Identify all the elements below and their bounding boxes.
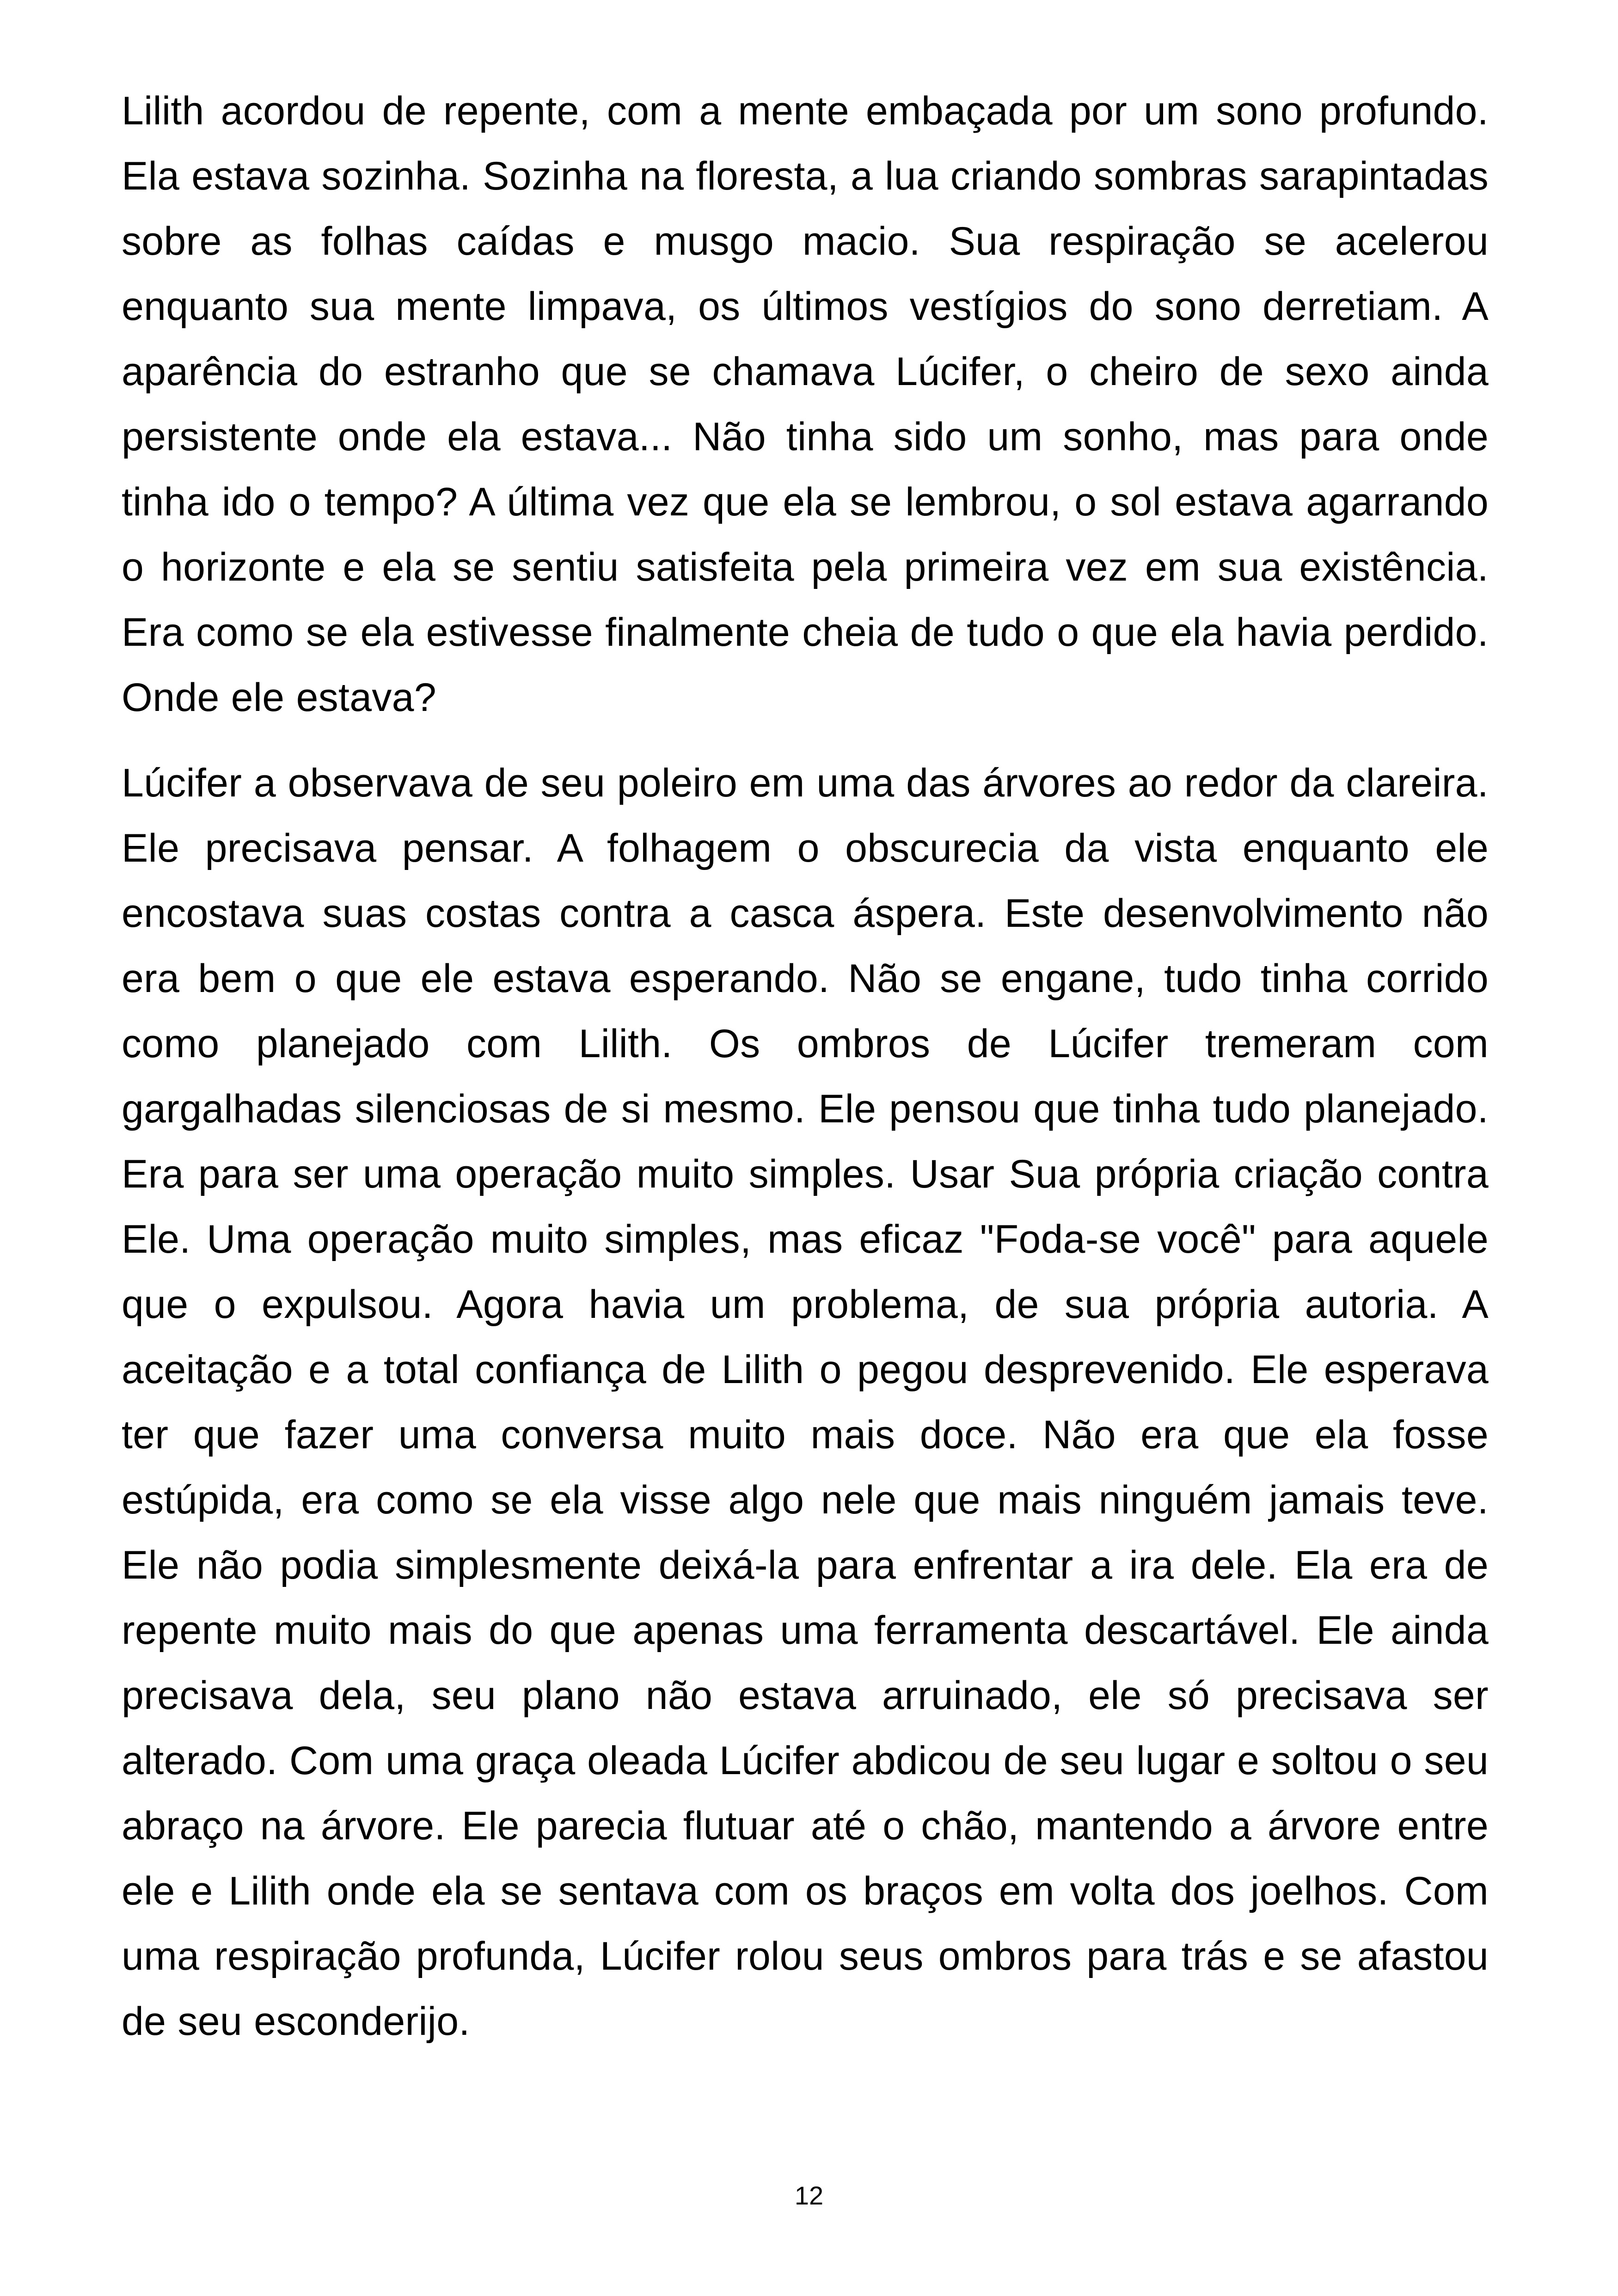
body-paragraph-2: Lúcifer a observava de seu poleiro em uma das árvores ao redor da clareira. Ele precisava pensar. A folhagem o obscurecia da vista enquanto ele encostava suas costas contra a casca áspera. Este desenvolvimento não era bem o que ele estava esperando. Não se engane, tudo tinha corrido como planejado com Lilith. Os ombros de Lúcifer tremeram com gargalhadas silenciosas de si mesmo. Ele pensou que tinha tudo planejado. Era para ser uma operação muito simples. Usar Sua própria criação contra Ele. Uma operação muito simples, mas eficaz "Foda-se você" para aquele que o expulsou. Agora havia um problema, de sua própria autoria. A aceitação e a total confiança de Lilith o pegou desprevenido. Ele esperava ter que fazer uma conversa muito mais doce. Não era que ela fosse estúpida, era como se ela visse algo nele que mais ninguém jamais teve. Ele não podia simplesmente deixá-la para enfrentar a ira dele. Ela era de repente muito mais do que apenas uma ferramenta descartável. Ele ainda precisava dela, seu plano não estava arruinado, ele só precisava ser alterado. Com uma graça oleada Lúcifer abdicou de seu lugar e soltou o seu abraço na árvore. Ele parecia flutuar até o chão, mantendo a árvore entre ele e Lilith onde ela se sentava com os braços em volta dos joelhos. Com uma respiração profunda, Lúcifer rolou seus ombros para trás e se afastou de seu esconderijo.: [122, 761, 1489, 2044]
body-paragraph-1: Lilith acordou de repente, com a mente embaçada por um sono profundo. Ela estava sozinha. Sozinha na floresta, a lua criando sombras sarapintadas sobre as folhas caídas e musgo macio. Sua respiração se acelerou enquanto sua mente limpava, os últimos vestígios do sono derretiam. A aparência do estranho que se chamava Lúcifer, o cheiro de sexo ainda persistente onde ela estava... Não tinha sido um sonho, mas para onde tinha ido o tempo? A última vez que ela se lembrou, o sol estava agarrando o horizonte e ela se sentiu satisfeita pela primeira vez em sua existência. Era como se ela estivesse finalmente cheia de tudo o que ela havia perdido. Onde ele estava?: [122, 89, 1489, 720]
page-number: 12: [794, 2181, 824, 2210]
